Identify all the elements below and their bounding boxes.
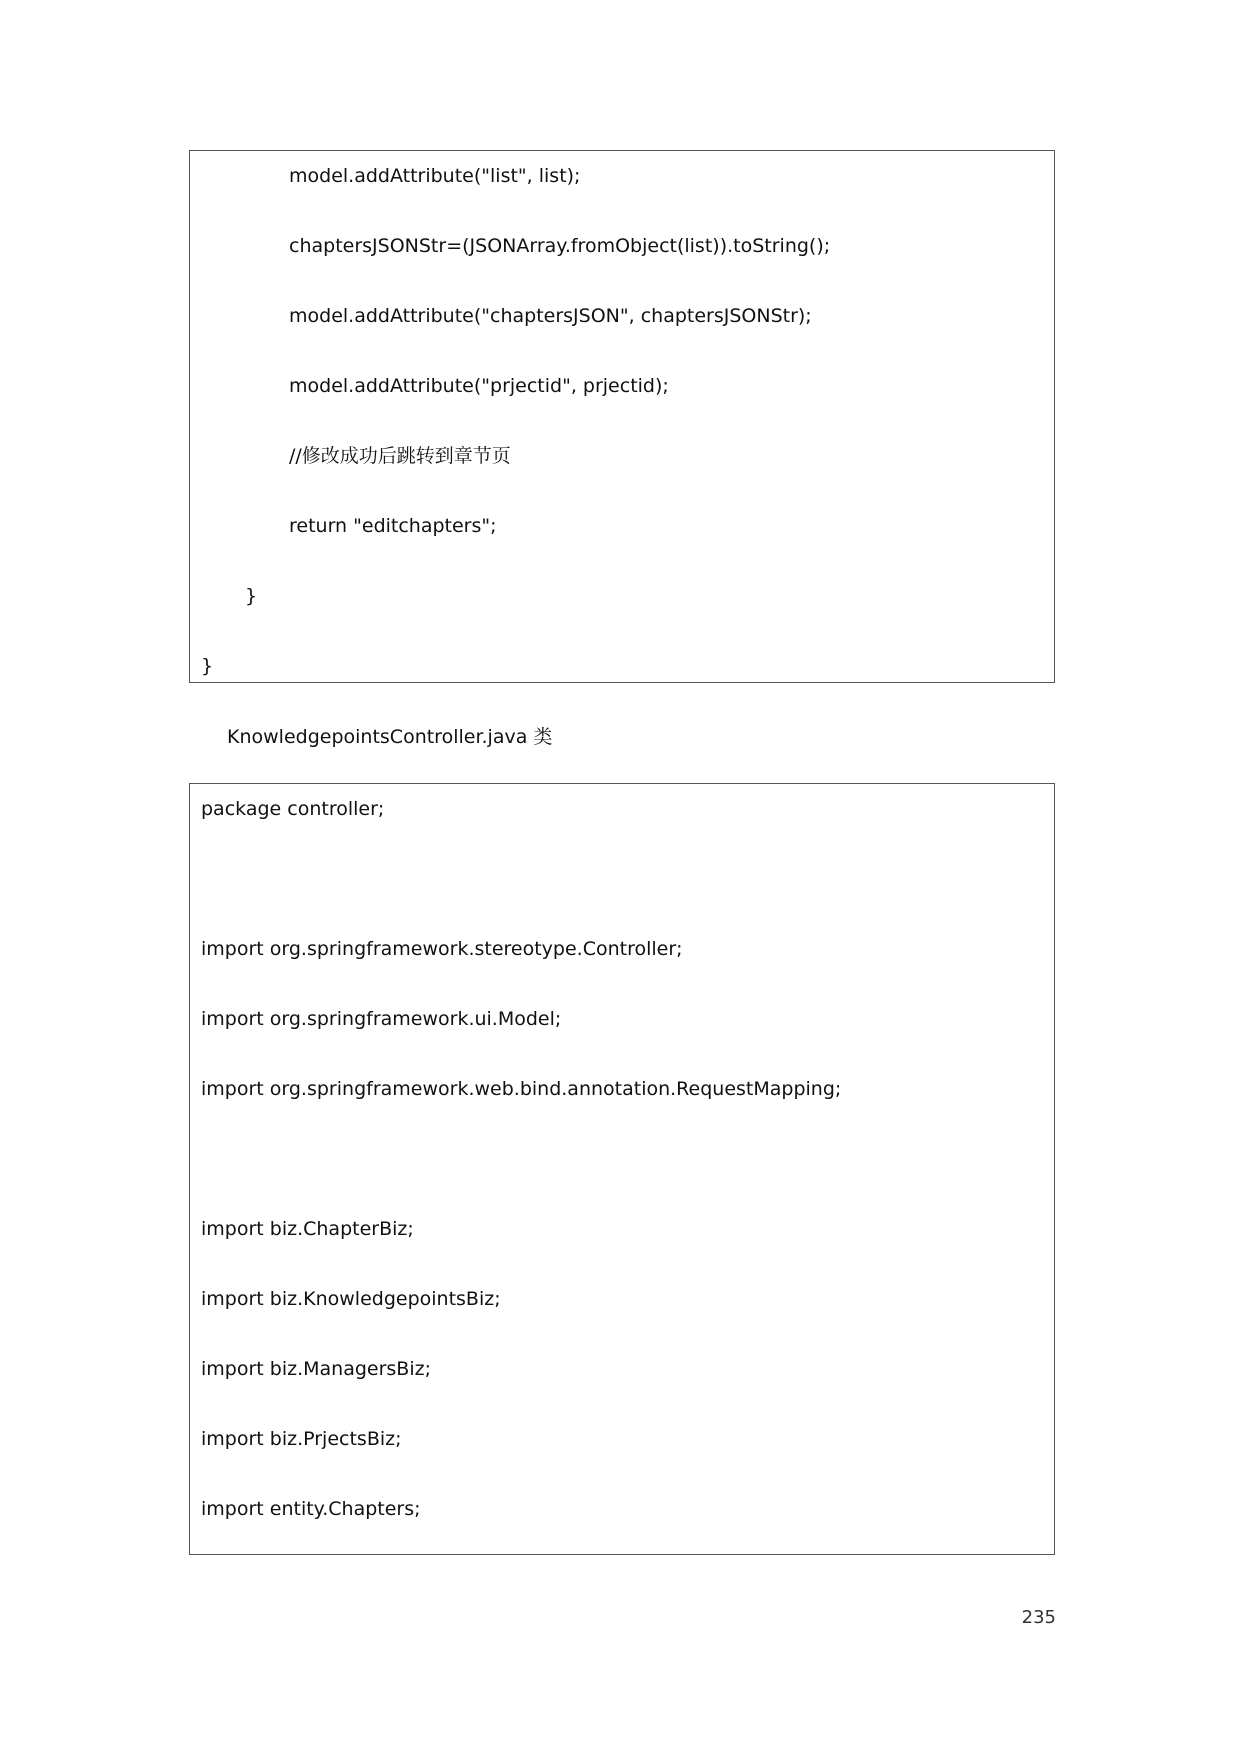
code-line: import biz.KnowledgepointsBiz; bbox=[201, 1288, 501, 1310]
code-line: model.addAttribute("prjectid", prjectid); bbox=[289, 375, 669, 397]
code-block bbox=[189, 783, 1055, 1555]
code-line: import biz.PrjectsBiz; bbox=[201, 1428, 402, 1450]
code-line: import org.springframework.stereotype.Controller; bbox=[201, 938, 683, 960]
page-number: 235 bbox=[1021, 1607, 1056, 1628]
code-line: import org.springframework.web.bind.annotation.RequestMapping; bbox=[201, 1078, 842, 1100]
code-line: import biz.ChapterBiz; bbox=[201, 1218, 414, 1240]
code-line: package controller; bbox=[201, 798, 385, 820]
code-line: model.addAttribute("chaptersJSON", chaptersJSONStr); bbox=[289, 305, 812, 327]
code-line: import biz.ManagersBiz; bbox=[201, 1358, 431, 1380]
code-comment: //修改成功后跳转到章节页 bbox=[289, 445, 511, 467]
closing-brace: } bbox=[201, 655, 214, 677]
code-line: import org.springframework.ui.Model; bbox=[201, 1008, 562, 1030]
code-line: chaptersJSONStr=(JSONArray.fromObject(list)).toString(); bbox=[289, 235, 831, 257]
code-line: model.addAttribute("list", list); bbox=[289, 165, 581, 187]
code-line: return "editchapters"; bbox=[289, 515, 497, 537]
closing-brace: } bbox=[245, 585, 258, 607]
code-block bbox=[189, 150, 1055, 683]
code-line: import entity.Chapters; bbox=[201, 1498, 421, 1520]
code-caption: KnowledgepointsController.java 类 bbox=[227, 726, 553, 748]
